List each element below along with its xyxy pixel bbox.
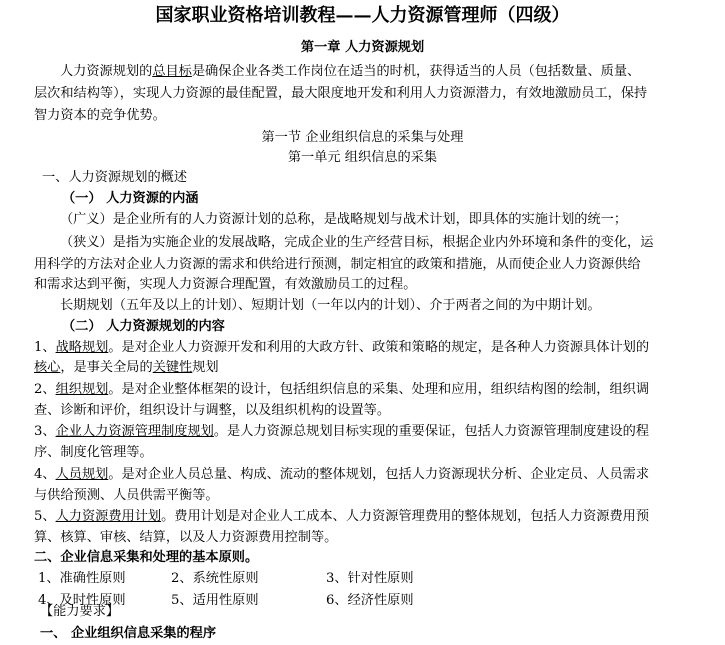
item-5-line-2: 算、核算、审核、结算，以及人力资源费用控制等。 — [34, 530, 338, 545]
planning-terms: 长期规划（五年及以上的计划）、短期计划（一年以内的计划）、介于两者之间的为中期计划。 — [60, 298, 601, 313]
item-text: 规划 — [192, 360, 219, 375]
intro-text: 是确保企业各类工作岗位在适当的时机，获得适当的人员（包括数量、质量、 — [191, 64, 641, 79]
item-text: 。费用计划是对企业人工成本、人力资源管理费用的整体规划，包括人力资源费用预 — [161, 509, 650, 524]
keyword-strategic-plan: 战略规划 — [55, 340, 109, 355]
keyword-org-plan: 组织规划 — [55, 382, 109, 397]
intro-line-1 — [60, 62, 640, 82]
keyword-hr-system-plan: 企业人力资源管理制度规划 — [55, 424, 214, 439]
keyword-key: 关键性 — [152, 360, 193, 375]
item-text: 。是对企业人员总量、构成、流动的整体规划，包括人力资源现状分析、企业定员、人员需求 — [108, 467, 650, 482]
section-heading: 第一节 企业组织信息的采集与处理 — [261, 130, 464, 145]
part2-heading: 二、企业信息采集和处理的基本原则。 — [34, 550, 259, 565]
principle-item: 3、针对性原则 — [326, 571, 414, 586]
item-text: ，是事关全局的 — [60, 360, 153, 375]
item-text: 。是人力资源总规划目标实现的重要保证，包括人力资源管理制度建设的程 — [213, 424, 650, 439]
intro-line-2: 层次和结构等），实现人力资源的最佳配置，最大限度地开发和利用人力资源潜力，有效地激励员工，保持 — [34, 86, 648, 101]
keyword-personnel-plan: 人员规划 — [55, 467, 109, 482]
item-1-line-2 — [34, 358, 219, 378]
narrow-definition-line-1: （狭义）是指为实施企业的发展战略，完成企业的生产经营目标，根据企业内外环境和条件的变化，运 — [60, 235, 654, 250]
item-3-line-2: 序、制度化管理等。 — [34, 445, 153, 460]
item-number: 4、 — [34, 467, 56, 482]
intro-line-3: 智力资本的竞争优势。 — [34, 108, 166, 123]
principle-item: 1、准确性原则 — [38, 571, 126, 586]
narrow-definition-line-3: 和需求达到平衡，实现人力资源合理配置，有效激励员工的过程。 — [34, 277, 417, 292]
document-title: 国家职业资格培训教程——人力资源管理师（四级） — [155, 5, 570, 26]
item-5-line-1 — [34, 507, 649, 527]
item-number: 5、 — [34, 509, 56, 524]
broad-definition: （广义）是企业所有的人力资源计划的总称，是战略规划与战术计划，即具体的实施计划的统一； — [60, 212, 628, 227]
intro-text: 人力资源规划的 — [60, 64, 153, 79]
keyword-expense-plan: 人力资源费用计划 — [55, 509, 162, 524]
item-number: 2、 — [34, 382, 56, 397]
principle-item: 5、适用性原则 — [171, 593, 259, 608]
part3-heading: 一、 企业组织信息采集的程序 — [40, 626, 217, 641]
item-text: 。是对企业整体框架的设计，包括组织信息的采集、处理和应用，组织结构图的绘制，组织调 — [108, 382, 650, 397]
narrow-definition-line-2: 用科学的方法对企业人力资源的需求和供给进行预测，制定相宜的政策和措施，从而使企业人力资源供给 — [34, 257, 641, 272]
keyword-core: 核心 — [34, 360, 61, 375]
item-3-line-1 — [34, 422, 649, 442]
unit-heading: 第一单元 组织信息的采集 — [287, 150, 438, 165]
item-2-line-1 — [34, 380, 649, 400]
chapter-heading: 第一章 人力资源规划 — [300, 40, 425, 55]
item-number: 3、 — [34, 424, 56, 439]
item-2-line-2: 查、诊断和评价，组织设计与调整，以及组织机构的设置等。 — [34, 403, 391, 418]
item-1-line-1 — [34, 338, 649, 358]
principle-item: 4、及时性原则 — [38, 593, 126, 608]
part1-heading: 一、人力资源规划的概述 — [42, 170, 188, 185]
principle-item: 6、经济性原则 — [326, 593, 414, 608]
item-number: 1、 — [34, 340, 56, 355]
item-4-line-1 — [34, 465, 649, 485]
ability-requirements-label: 【能力要求】 — [40, 604, 120, 619]
principle-item: 2、系统性原则 — [171, 571, 259, 586]
keyword-total-goal: 总目标 — [152, 64, 192, 79]
subheading-content: （二） 人力资源规划的内容 — [62, 319, 225, 334]
item-4-line-2: 与供给预测、人员供需平衡等。 — [34, 488, 219, 503]
item-text: 。是对企业人力资源开发和利用的大政方针、政策和策略的规定，是各种人力资源具体计划的 — [108, 340, 650, 355]
subheading-connotation: （一） 人力资源的内涵 — [62, 191, 199, 206]
